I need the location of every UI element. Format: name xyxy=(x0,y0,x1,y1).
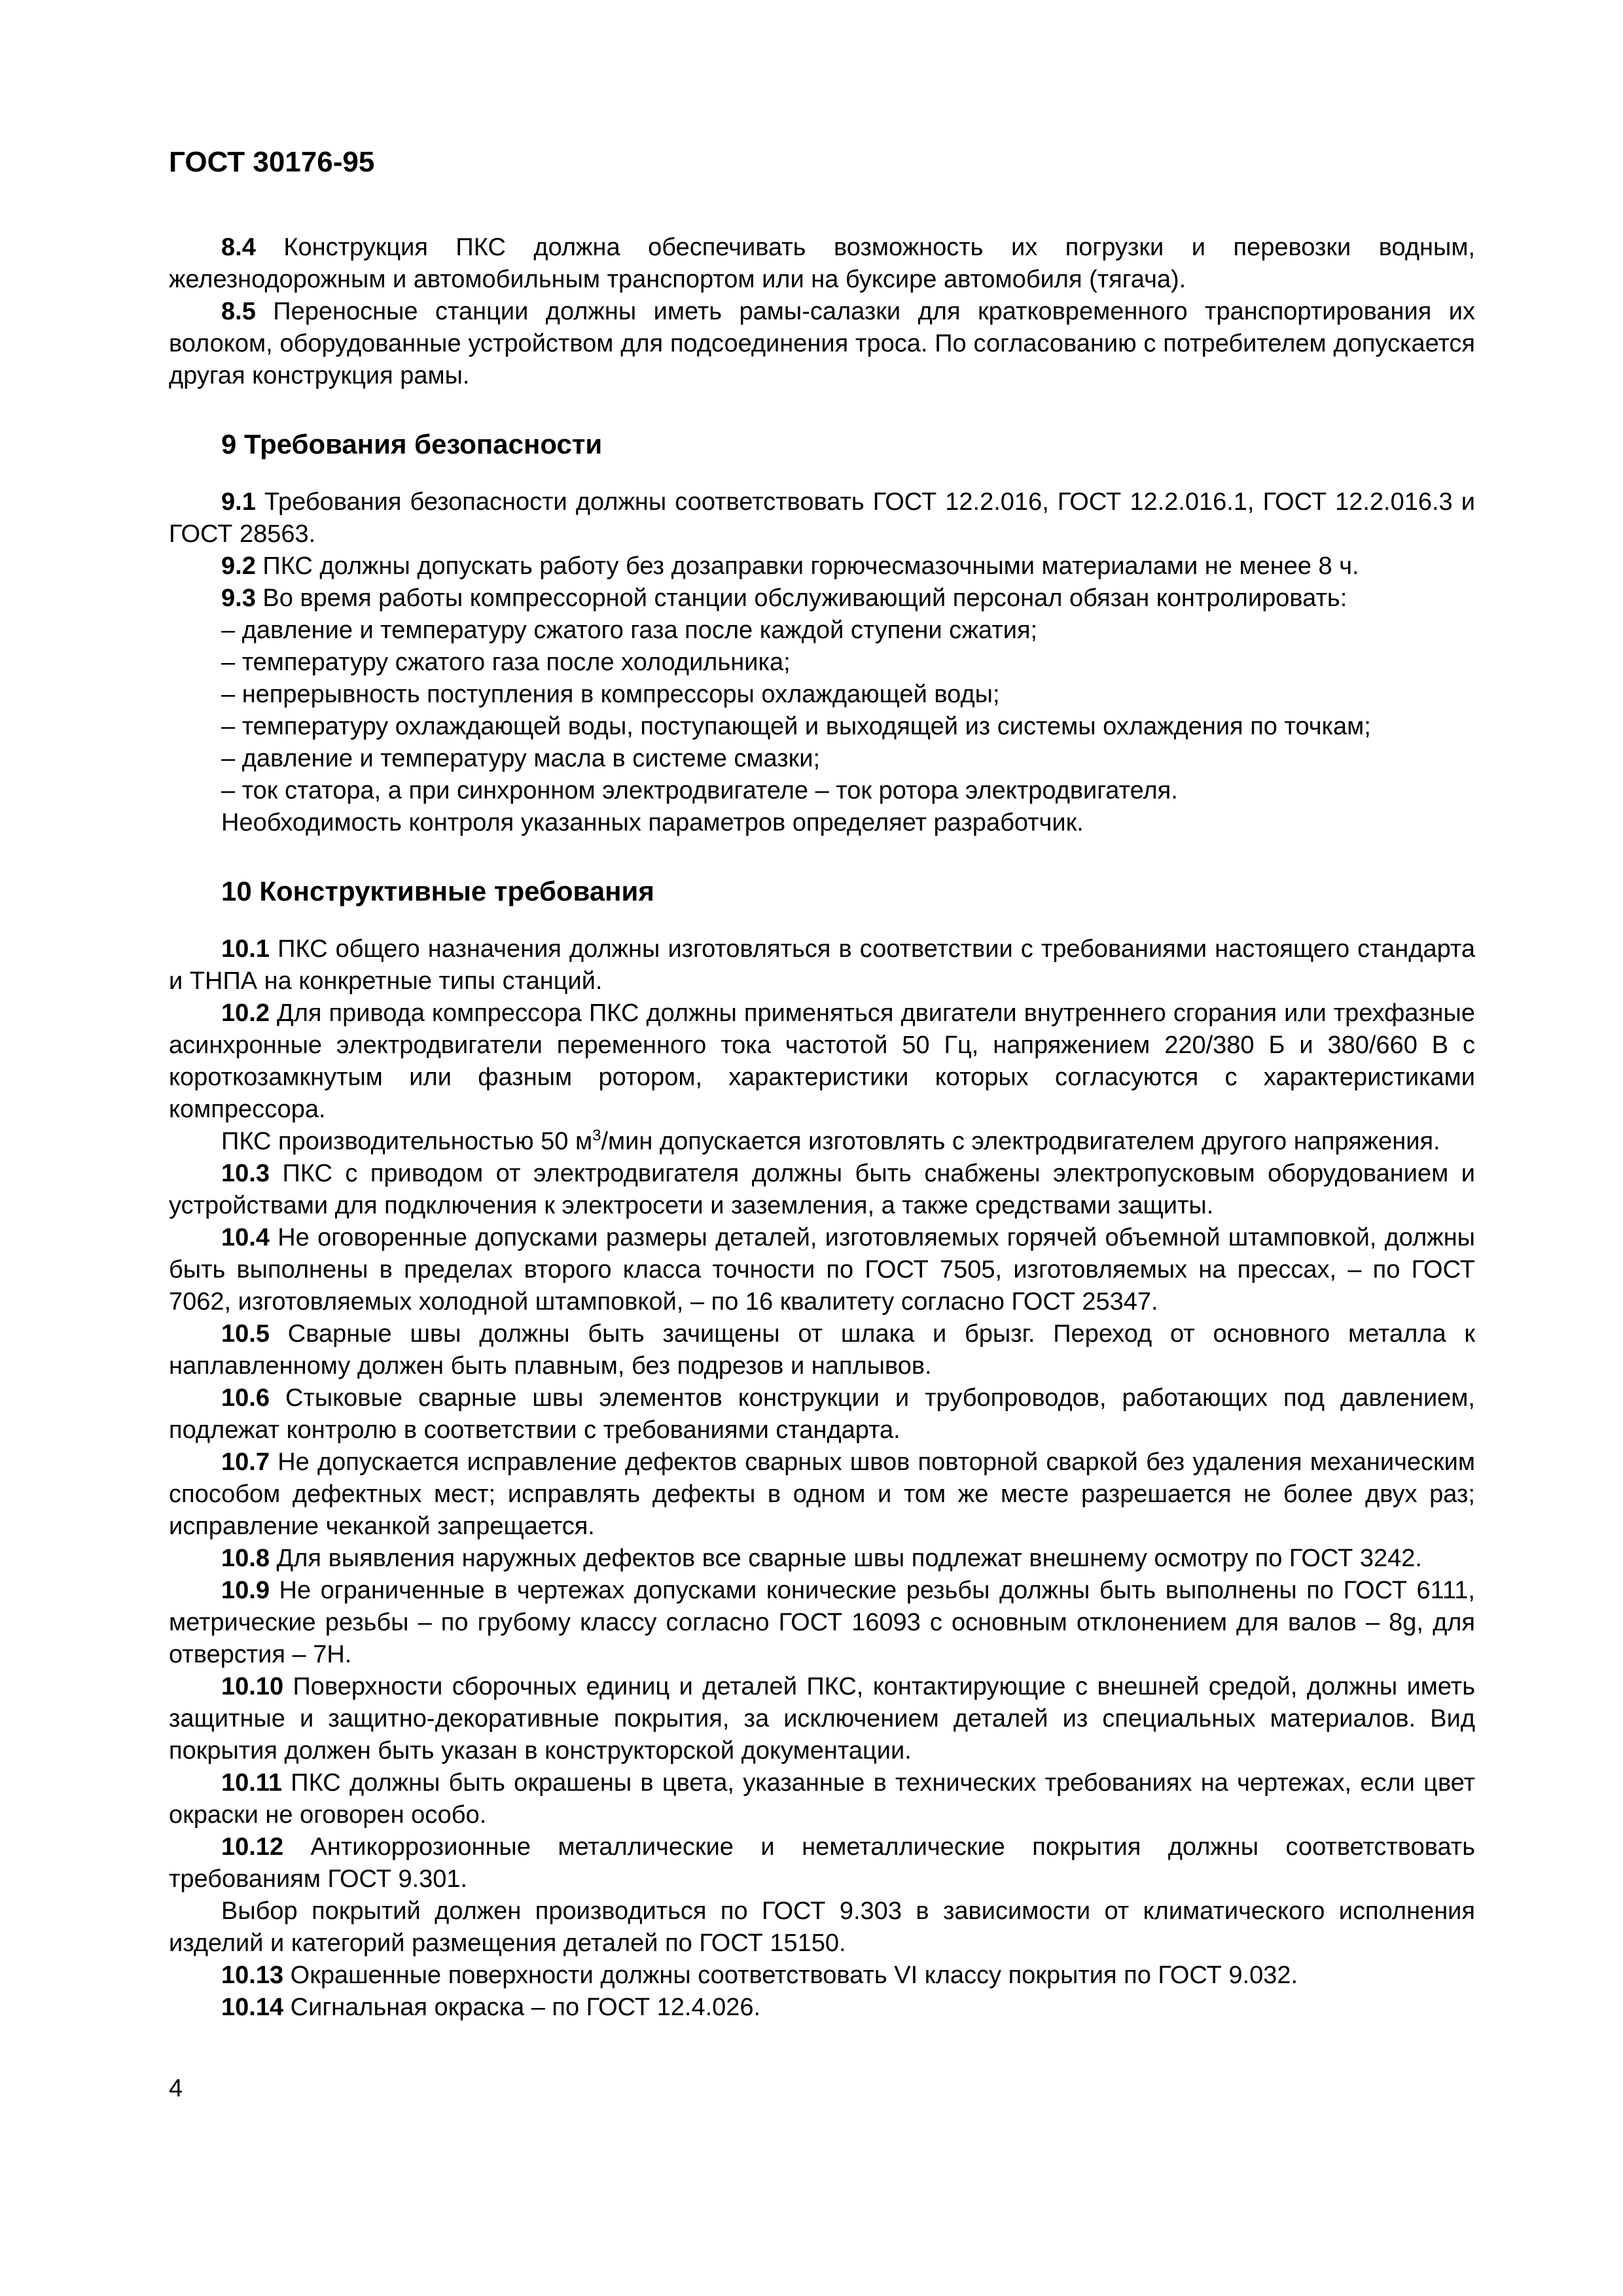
paragraph-10-8 xyxy=(169,1543,1475,1575)
paragraph-9-3 xyxy=(169,583,1475,615)
paragraph-10-12 xyxy=(169,1831,1475,1895)
paragraph-9-2 xyxy=(169,550,1475,583)
document-page xyxy=(169,144,1475,2024)
list-item: – температуру охлаждающей воды, поступающей и выходящей из системы охлаждения по точкам; xyxy=(221,713,1371,740)
paragraph-8-4 xyxy=(169,232,1475,296)
paragraph-text: ПКС общего назначения должны изготовляться в соответствии с требованиями настоящего стандарта и ТНПА на конкретные типы станций. xyxy=(169,935,1475,995)
paragraph-10-6 xyxy=(169,1382,1475,1446)
paragraph-9-3-closing: Необходимость контроля указанных параметров определяет разработчик. xyxy=(221,809,1084,836)
paragraph-text: Для привода компрессора ПКС должны применяться двигатели внутреннего сгорания или трехфазные асинхронные электродвигатели переменного тока частотой 50 Гц, напряжением 220/380 Б и 380/660 В с короткозамкнутым или фазным ротором, характеристики которых согласуются с характеристиками компрессора. xyxy=(169,999,1475,1123)
paragraph-text: Не допускается исправление дефектов сварных швов повторной сваркой без удаления механическим способом дефектных мест; исправлять дефекты в одном и том же месте разрешается не более двух раз; исправление чеканкой запрещается. xyxy=(169,1448,1475,1540)
paragraph-10-7 xyxy=(169,1446,1475,1543)
list-item: – ток статора, а при синхронном электродвигателе – ток ротора электродвигателя. xyxy=(221,777,1178,804)
paragraph-text: ПКС с приводом от электродвигателя должны быть снабжены электропусковым оборудованием и устройствами для подключения к электросети и заземления, а также средствами защиты. xyxy=(169,1160,1475,1219)
paragraph-number: 10.11 xyxy=(221,1769,282,1797)
paragraph-10-12-continuation: Выбор покрытий должен производиться по ГОСТ 9.303 в зависимости от климатического исполнения изделий и категорий размещения деталей по ГОСТ 15150. xyxy=(169,1897,1475,1957)
paragraph-10-14 xyxy=(169,1992,1475,2024)
paragraph-number: 10.6 xyxy=(221,1384,270,1412)
paragraph-text: Не ограниченные в чертежах допусками конические резьбы должны быть выполнены по ГОСТ 6111, метрические резьбы – по грубому классу согласно ГОСТ 16093 с основным отклонением для валов – 8g, для отверстия – 7H. xyxy=(169,1577,1475,1668)
paragraph-10-13 xyxy=(169,1960,1475,1992)
paragraph-text: Сигнальная окраска – по ГОСТ 12.4.026. xyxy=(283,1994,761,2021)
paragraph-text: /мин допускается изготовлять с электродвигателем другого напряжения. xyxy=(601,1128,1440,1155)
paragraph-number: 10.7 xyxy=(221,1448,270,1476)
document-header: ГОСТ 30176-95 xyxy=(169,146,375,178)
section-9-title: 9 Требования безопасности xyxy=(221,429,603,459)
paragraph-text: Не оговоренные допусками размеры деталей, изготовляемых горячей объемной штамповкой, должны быть выполнены в пределах второго класса точности по ГОСТ 7505, изготовляемых на прессах, – по ГОСТ 7062, изготовляемых холодной штамповкой, – по 16 квалитету согласно ГОСТ 25347. xyxy=(169,1224,1475,1316)
paragraph-10-4 xyxy=(169,1222,1475,1318)
paragraph-text: Стыковые сварные швы элементов конструкции и трубопроводов, работающих под давлением, подлежат контролю в соответствии с требованиями стандарта. xyxy=(169,1384,1475,1444)
superscript: 3 xyxy=(592,1126,601,1145)
paragraph-text: Окрашенные поверхности должны соответствовать VI классу покрытия по ГОСТ 9.032. xyxy=(283,1962,1298,1989)
paragraph-text: Поверхности сборочных единиц и деталей ПКС, контактирующие с внешней средой, должны иметь защитные и защитно-декоративные покрытия, за исключением деталей из специальных материалов. Вид покрытия должен быть указан в конструкторской документации. xyxy=(169,1673,1475,1765)
paragraph-number: 10.14 xyxy=(221,1994,284,2021)
page-number: 4 xyxy=(169,2075,183,2102)
section-10-title: 10 Конструктивные требования xyxy=(221,876,654,906)
paragraph-10-10 xyxy=(169,1671,1475,1767)
paragraph-10-5 xyxy=(169,1318,1475,1382)
paragraph-number: 10.10 xyxy=(221,1673,284,1700)
paragraph-text: Антикоррозионные металлические и неметаллические покрытия должны соответствовать требованиям ГОСТ 9.301. xyxy=(169,1833,1475,1893)
paragraph-10-9 xyxy=(169,1575,1475,1671)
paragraph-number: 10.12 xyxy=(221,1833,284,1861)
paragraph-10-2 xyxy=(169,997,1475,1126)
paragraph-number: 9.3 xyxy=(221,584,256,612)
paragraph-number: 10.1 xyxy=(221,935,270,963)
paragraph-number: 10.3 xyxy=(221,1160,270,1187)
paragraph-8-5 xyxy=(169,296,1475,392)
paragraph-number: 10.9 xyxy=(221,1577,270,1604)
paragraph-9-1 xyxy=(169,486,1475,550)
paragraph-number: 8.5 xyxy=(221,298,256,325)
paragraph-text: Для выявления наружных дефектов все сварные швы подлежат внешнему осмотру по ГОСТ 3242. xyxy=(269,1545,1422,1572)
paragraph-text: Требования безопасности должны соответствовать ГОСТ 12.2.016, ГОСТ 12.2.016.1, ГОСТ 12.2.016.3 и ГОСТ 28563. xyxy=(169,488,1475,548)
list-item: – непрерывность поступления в компрессоры охлаждающей воды; xyxy=(221,681,1000,708)
paragraph-text: ПКС производительностью 50 м xyxy=(221,1128,593,1155)
list-item: – температуру сжатого газа после холодильника; xyxy=(221,649,791,676)
paragraph-text: ПКС должны допускать работу без дозаправки горючесмазочными материалами не менее 8 ч. xyxy=(255,552,1359,580)
paragraph-10-2-continuation xyxy=(169,1126,1475,1158)
paragraph-number: 10.8 xyxy=(221,1545,270,1572)
paragraph-text: Во время работы компрессорной станции обслуживающий персонал обязан контролировать: xyxy=(255,584,1347,612)
paragraph-10-11 xyxy=(169,1767,1475,1831)
paragraph-number: 9.1 xyxy=(221,488,256,516)
paragraph-number: 10.2 xyxy=(221,999,270,1027)
paragraph-number: 10.5 xyxy=(221,1320,270,1348)
paragraph-10-1 xyxy=(169,933,1475,997)
paragraph-number: 10.13 xyxy=(221,1962,284,1989)
paragraph-number: 9.2 xyxy=(221,552,256,580)
paragraph-number: 8.4 xyxy=(221,234,256,261)
paragraph-text: Сварные швы должны быть зачищены от шлака и брызг. Переход от основного металла к наплавленному должен быть плавным, без подрезов и наплывов. xyxy=(169,1320,1475,1380)
paragraph-10-3 xyxy=(169,1158,1475,1222)
paragraph-number: 10.4 xyxy=(221,1224,270,1251)
paragraph-text: Переносные станции должны иметь рамы-салазки для кратковременного транспортирования их волоком, оборудованные устройством для подсоединения троса. По согласованию с потребителем допускается другая конструкция рамы. xyxy=(169,298,1475,389)
list-item: – давление и температуру сжатого газа после каждой ступени сжатия; xyxy=(221,617,1038,644)
paragraph-text: Конструкция ПКС должна обеспечивать возможность их погрузки и перевозки водным, железнодорожным и автомобильным транспортом или на буксире автомобиля (тягача). xyxy=(169,234,1475,293)
paragraph-text: ПКС должны быть окрашены в цвета, указанные в технических требованиях на чертежах, если цвет окраски не оговорен особо. xyxy=(169,1769,1475,1829)
list-item: – давление и температуру масла в системе смазки; xyxy=(221,745,821,772)
